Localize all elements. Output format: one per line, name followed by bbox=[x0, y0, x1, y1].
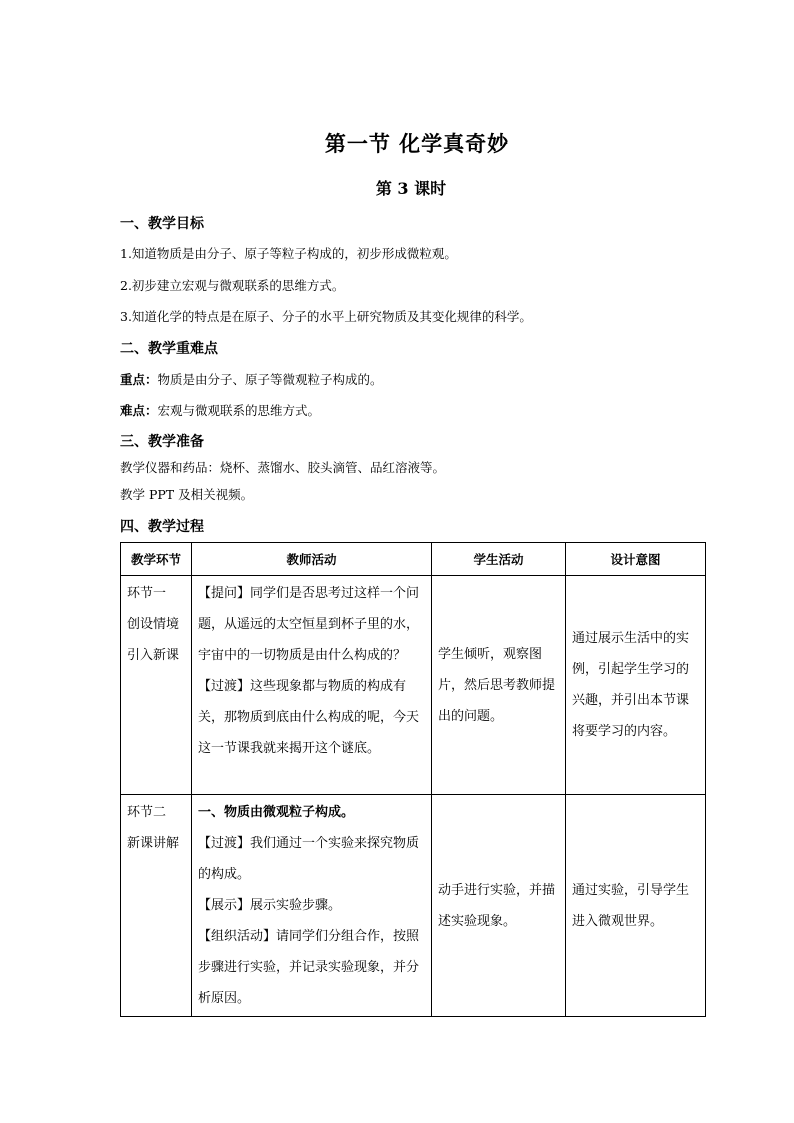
table-row bbox=[121, 795, 706, 1017]
section-heading-process: 四、教学过程 bbox=[120, 519, 204, 535]
goal-item-3: 3.知道化学的特点是在原子、分子的水平上研究物质及其变化规律的科学。 bbox=[120, 309, 532, 324]
teacher-activity-paragraph: 【提问】同学们是否思考过这样一个问题，从遥远的太空恒星到杯子里的水，宇宙中的一切物质是由什么构成的？ bbox=[198, 586, 420, 663]
lesson-process-table bbox=[120, 542, 706, 1017]
stage-cell bbox=[121, 576, 192, 795]
stage-line: 引入新课 bbox=[127, 648, 180, 663]
stage-line: 环节二 bbox=[127, 805, 167, 820]
stage-line: 新课讲解 bbox=[127, 836, 180, 851]
teacher-activity-heading: 一、物质由微观粒子构成。 bbox=[198, 805, 355, 820]
teacher-activity-cell bbox=[192, 795, 432, 1017]
stage-cell bbox=[121, 795, 192, 1017]
difficulty-line bbox=[120, 401, 320, 419]
key-point-line bbox=[120, 370, 383, 388]
preparation-item-1: 教学仪器和药品：烧杯、蒸馏水、胶头滴管、品红溶液等。 bbox=[120, 460, 446, 475]
goal-item-2: 2.初步建立宏观与微观联系的思维方式。 bbox=[120, 278, 345, 293]
key-point-label: 重点： bbox=[120, 372, 158, 387]
teacher-activity-paragraph: 【展示】展示实验步骤。 bbox=[198, 898, 342, 913]
stage-line: 环节一 bbox=[127, 586, 167, 601]
header-student: 学生活动 bbox=[432, 543, 566, 576]
section-heading-goals: 一、教学目标 bbox=[120, 216, 204, 232]
teacher-activity-paragraph: 【组织活动】请同学们分组合作，按照步骤进行实验，并记录实验现象，并分析原因。 bbox=[198, 929, 420, 1006]
difficulty-label: 难点： bbox=[120, 403, 158, 418]
student-activity-cell: 动手进行实验，并描述实验现象。 bbox=[432, 795, 566, 1017]
section-heading-preparation: 三、教学准备 bbox=[120, 434, 204, 450]
header-stage: 教学环节 bbox=[121, 543, 192, 576]
header-intent: 设计意图 bbox=[566, 543, 706, 576]
design-intent-cell: 通过展示生活中的实例，引起学生学习的兴趣，并引出本节课将要学习的内容。 bbox=[566, 576, 706, 795]
preparation-item-2: 教学 PPT 及相关视频。 bbox=[120, 487, 254, 502]
student-activity-cell: 学生倾听，观察图片，然后思考教师提出的问题。 bbox=[432, 576, 566, 795]
page-subtitle: 第 3 课时 bbox=[375, 179, 447, 198]
table-header-row bbox=[121, 543, 706, 576]
stage-line: 创设情境 bbox=[127, 617, 180, 632]
teacher-activity-cell bbox=[192, 576, 432, 795]
key-point-text: 物质是由分子、原子等微观粒子构成的。 bbox=[157, 372, 383, 387]
teacher-activity-paragraph: 【过渡】我们通过一个实验来探究物质的构成。 bbox=[198, 836, 420, 882]
design-intent-cell: 通过实验，引导学生进入微观世界。 bbox=[566, 795, 706, 1017]
teacher-activity-paragraph: 【过渡】这些现象都与物质的构成有关，那物质到底由什么构成的呢，今天这一节课我就来揭开这个谜底。 bbox=[198, 679, 420, 756]
page-title: 第一节 化学真奇妙 bbox=[324, 131, 510, 156]
table-row bbox=[121, 576, 706, 795]
goal-item-1: 1.知道物质是由分子、原子等粒子构成的，初步形成微粒观。 bbox=[120, 246, 457, 261]
section-heading-key-points: 二、教学重难点 bbox=[120, 341, 218, 357]
header-teacher: 教师活动 bbox=[192, 543, 432, 576]
difficulty-text: 宏观与微观联系的思维方式。 bbox=[157, 403, 321, 418]
